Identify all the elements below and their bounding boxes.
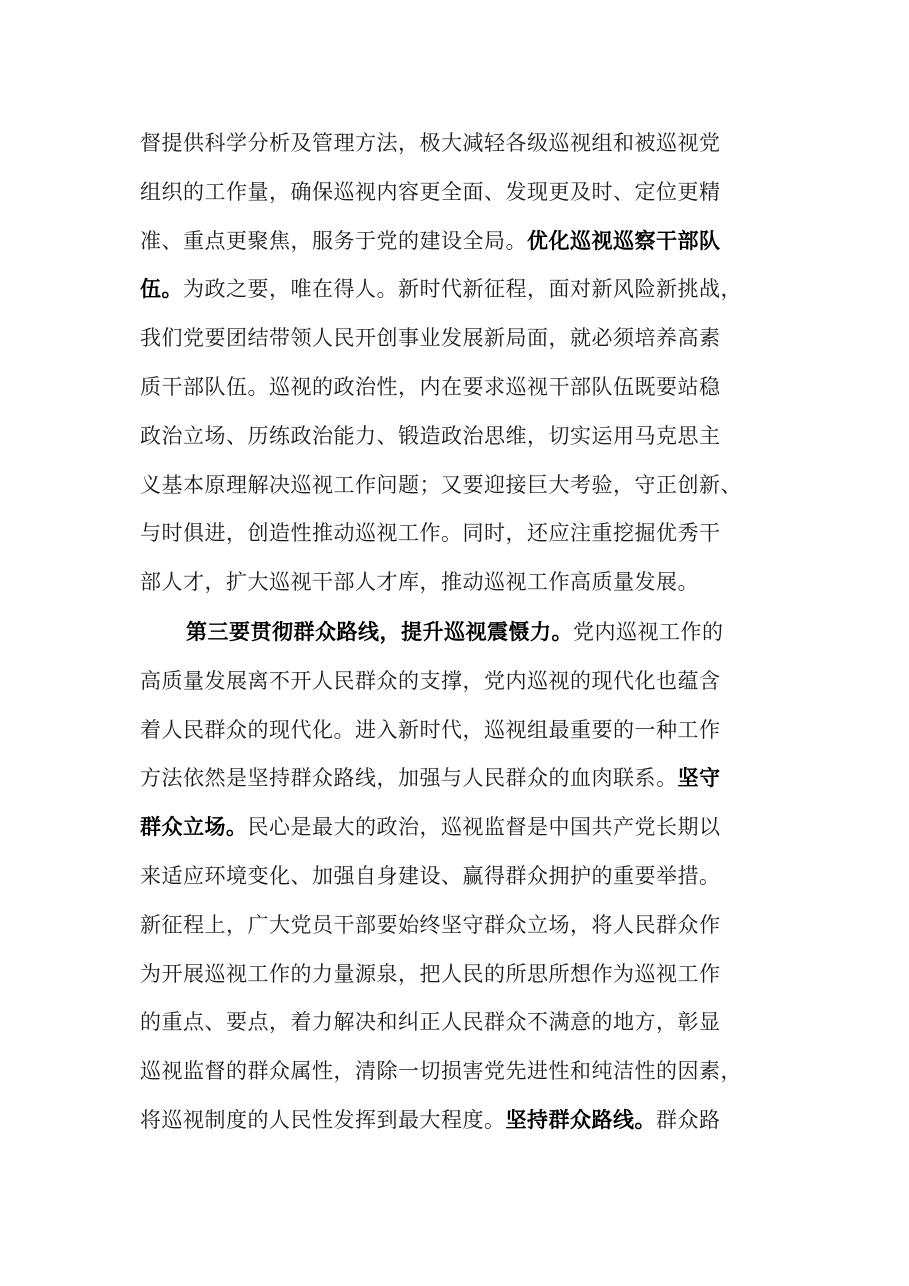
text-line [140,715,721,745]
text-run: 方法依然是坚持群众路线，加强与人民群众的血肉联系。 [140,766,678,791]
text-line [140,421,721,451]
text-run: 组织的工作量，确保巡视内容更全面、发现更及时、定位更精 [140,179,721,204]
text-line [140,763,721,793]
text-line [140,274,742,304]
text-line [140,861,721,891]
text-line [140,567,699,597]
text-line [140,372,721,402]
text-line [140,128,721,158]
bold-text-run: 坚持群众路线。 [505,1107,656,1132]
text-run: 高质量发展离不开人民群众的支撑，党内巡视的现代化也蕴含 [140,668,721,693]
text-line [140,226,721,256]
text-line [140,1056,742,1086]
text-run: 新征程上，广大党员干部要始终坚守群众立场，将人民群众作 [140,912,721,937]
text-run: 着人民群众的现代化。进入新时代，巡视组最重要的一种工作 [140,717,721,742]
bold-text-run: 坚守 [677,765,721,791]
text-run: 我们党要团结带领人民开创事业发展新局面，就必须培养高素 [140,326,721,351]
text-run: 为政之要，唯在得人。新时代新征程，面对新风险新挑战， [183,277,742,302]
text-run: 为开展巡视工作的力量源泉，把人民的所思所想作为巡视工作 [140,961,721,986]
text-run: 将巡视制度的人民性发挥到最大程度。 [140,1108,506,1132]
text-line [140,666,721,696]
text-run: 民心是最大的政治，巡视监督是中国共产党长期以 [247,815,721,840]
bold-text-run: 伍。 [140,276,183,302]
text-run: 与时俱进，创造性推动巡视工作。同时，还应注重挖掘优秀干 [140,521,721,546]
text-line [140,470,742,500]
text-line [140,1007,721,1037]
text-run: 质干部队伍。巡视的政治性，内在要求巡视干部队伍既要站稳 [140,375,721,399]
text-run: 义基本原理解决巡视工作问题；又要迎接巨大考验，守正创新、 [140,472,742,497]
text-line [140,910,721,940]
text-line [140,959,721,989]
text-line [186,617,724,647]
text-run: 巡视监督的群众属性，清除一切损害党先进性和纯洁性的因素， [140,1059,742,1084]
text-line [140,812,721,842]
text-run: 来适应环境变化、加强自身建设、赢得群众拥护的重要举措。 [140,864,721,888]
text-line [140,323,721,353]
bold-text-run: 群众立场。 [140,814,248,840]
text-run: 党内巡视工作的 [573,620,724,644]
text-run: 的重点、要点，着力解决和纠正人民群众不满意的地方，彰显 [140,1010,721,1035]
bold-text-run: 第三要贯彻群众路线，提升巡视震慑力。 [186,619,573,644]
text-run: 群众路 [656,1108,721,1132]
text-line [140,177,721,207]
text-line [140,1105,721,1135]
bold-text-run: 优化巡视巡察干部队 [527,227,721,253]
text-run: 准、重点更聚焦，服务于党的建设全局。 [140,228,527,253]
text-line [140,518,721,548]
text-run: 部人才，扩大巡视干部人才库，推动巡视工作高质量发展。 [140,570,699,595]
text-run: 督提供科学分析及管理方法，极大减轻各级巡视组和被巡视党 [140,131,721,155]
text-run: 政治立场、历练政治能力、锻造政治思维，切实运用马克思主 [140,423,721,448]
